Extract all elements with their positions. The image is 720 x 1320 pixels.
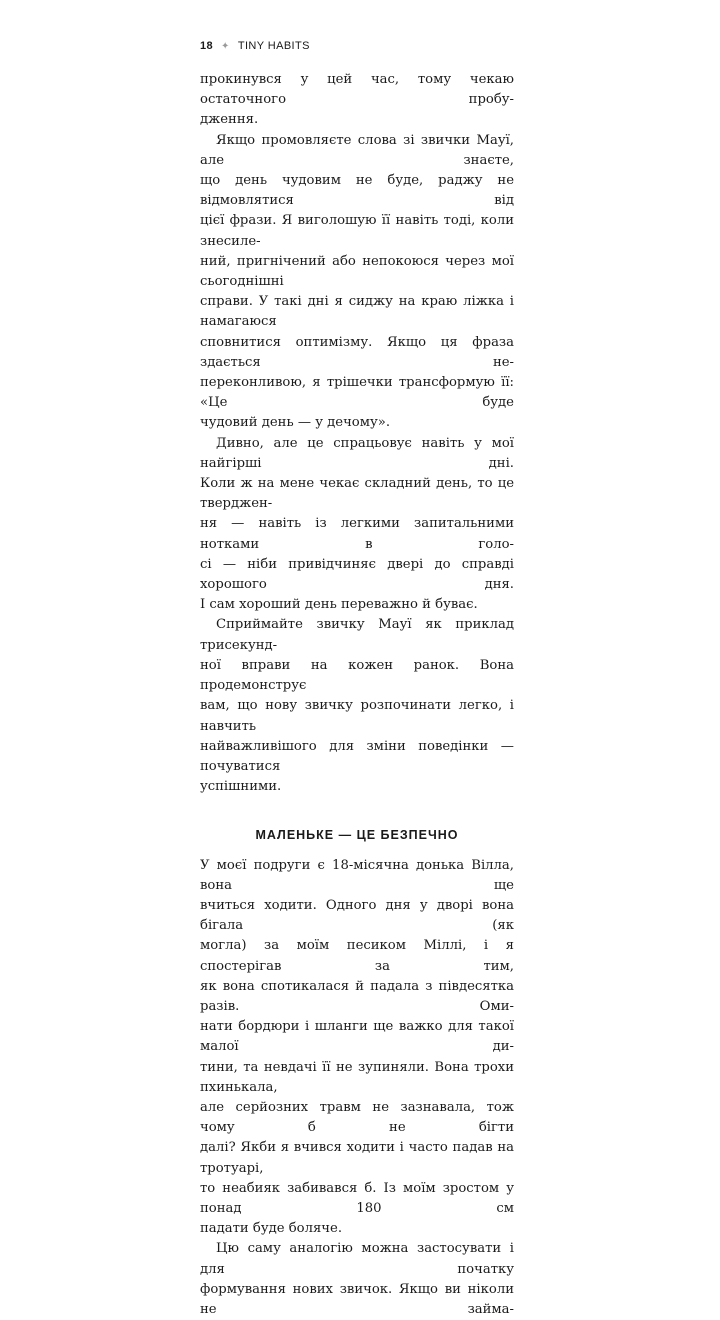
text-line: Коли ж на мене чекає складний день, то це тверджен- xyxy=(200,476,514,512)
text-line: цієї фрази. Я виголошую її навіть тоді, коли знесиле- xyxy=(200,213,514,249)
text-line: ня — навіть із легкими запитальними нотками в голо- xyxy=(200,516,514,552)
text-line: І сам хороший день переважно й буває. xyxy=(200,597,478,613)
text-line: Якщо промовляєте слова зі звички Мауї, але знаєте, xyxy=(200,132,514,168)
text-line: успішними. xyxy=(200,779,282,795)
paragraph xyxy=(200,615,514,797)
text-line: могла) за моїм песиком Міллі, і я спостерігав за тим, xyxy=(200,938,514,974)
text-line: У моєї подруги є 18-місячна донька Вілла, вона ще xyxy=(200,857,514,893)
text-line: ний, пригнічений або непокоюся через мої сьогоднішні xyxy=(200,253,514,290)
text-line: сі — ніби привідчиняє двері до справді хорошого дня. xyxy=(200,556,514,593)
text-line: дження. xyxy=(200,112,259,128)
text-line: вам, що нову звичку розпочинати легко, і навчить xyxy=(200,698,514,734)
text-line: тини, та невдачі її не зупиняли. Вона трохи пхинькала, xyxy=(200,1059,514,1095)
ornament-separator: ✦ xyxy=(221,40,230,52)
paragraph xyxy=(200,434,514,616)
text-line: нати бордюри і шланги ще важко для такої малої ди- xyxy=(200,1019,514,1055)
text-line: то неабияк забивався б. Із моїм зростом у понад 180 см xyxy=(200,1180,514,1216)
text-line: ної вправи на кожен ранок. Вона продемонструє xyxy=(200,657,514,694)
text-line: Цю саму аналогію можна застосувати і для початку xyxy=(200,1241,514,1277)
text-line: Сприймайте звичку Мауї як приклад трисекунд- xyxy=(200,617,514,653)
book-title: TINY HABITS xyxy=(237,40,310,52)
text-line: чудовий день — у дечому». xyxy=(200,415,391,431)
text-line: Дивно, але це спрацьовує навіть у мої найгірші дні. xyxy=(200,435,514,471)
paragraph xyxy=(200,131,514,434)
text-line: найважливішого для зміни поведінки — почуватися xyxy=(200,738,514,774)
text-line: але серйозних травм не зазнавала, тож чому б не бігти xyxy=(200,1099,514,1136)
text-line: переконливою, я трішечки трансформую її: «Це буде xyxy=(200,375,514,411)
paragraph xyxy=(200,856,514,1240)
running-header xyxy=(200,40,310,52)
text-line: вчиться ходити. Одного дня у дворі вона бігала (як xyxy=(200,897,514,934)
section-heading: МАЛЕНЬКЕ — ЦЕ БЕЗПЕЧНО xyxy=(255,828,459,843)
paragraph xyxy=(200,1239,514,1320)
text-line: як вона спотикалася й падала з півдесятка разів. Оми- xyxy=(200,978,514,1014)
page-number: 18 xyxy=(200,40,214,52)
text-line: падати буде боляче. xyxy=(200,1221,343,1237)
text-line: формування нових звичок. Якщо ви ніколи не займа- xyxy=(200,1281,514,1317)
paragraph xyxy=(200,70,514,131)
text-line: що день чудовим не буде, раджу не відмовлятися від xyxy=(200,173,514,209)
text-line: сповнитися оптимізму. Якщо ця фраза здається не- xyxy=(200,334,514,370)
body-text xyxy=(200,70,514,1320)
text-line: далі? Якби я вчився ходити і часто падав на тротуарі, xyxy=(200,1140,514,1176)
text-line: прокинувся у цей час, тому чекаю остаточного пробу- xyxy=(200,72,514,108)
text-line: справи. У такі дні я сиджу на краю ліжка і намагаюся xyxy=(200,294,514,330)
